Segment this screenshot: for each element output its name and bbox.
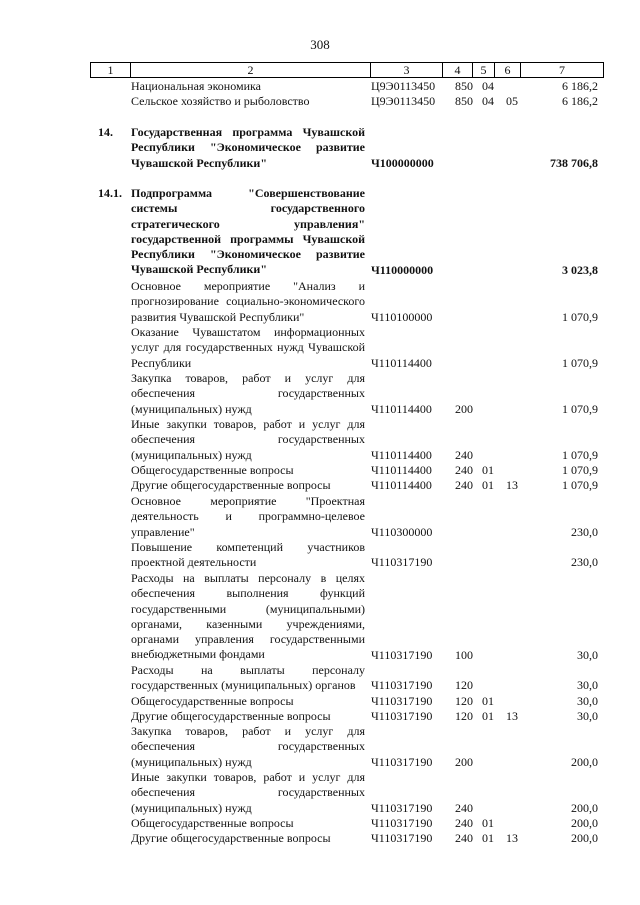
row-code: Ч110317190 [371, 694, 433, 708]
row-name: Закупка товаров, работ и услуг для обеспечения государственных (муниципальных) нужд [131, 371, 365, 416]
row-amount: 30,0 [577, 678, 598, 693]
row-name: Повышение компетенций участников проектной деятельности [131, 540, 365, 570]
row-code: Ч110317190 [371, 800, 433, 815]
row-section: 01 [482, 463, 494, 477]
row-code: Ч110317190 [371, 831, 433, 845]
row-amount: 230,0 [571, 524, 598, 539]
row-code: Ч100000000 [371, 155, 434, 170]
row-name: Общегосударственные вопросы [131, 816, 294, 830]
row-code: Ч110317190 [371, 555, 433, 570]
row-name: Иные закупки товаров, работ и услуг для обеспечения государственных (муниципальных) нужд [131, 417, 365, 462]
header-col-5: 5 [472, 63, 494, 77]
row-expense-type: 850 [455, 79, 473, 93]
row-code: Ч110317190 [371, 709, 433, 723]
header-col-6: 6 [494, 63, 520, 77]
row-code: Ч110114400 [371, 401, 432, 416]
row-expense-type: 850 [455, 94, 473, 108]
header-col-4: 4 [442, 63, 472, 77]
row-code: Ч110000000 [371, 262, 434, 277]
row-amount: 30,0 [577, 647, 598, 662]
row-code: Ц9Э0113450 [371, 94, 436, 108]
row-amount: 230,0 [571, 555, 598, 570]
row-amount: 1 070,9 [562, 447, 598, 462]
row-expense-type: 120 [455, 694, 473, 708]
header-col-3: 3 [370, 63, 442, 77]
row-amount: 200,0 [571, 754, 598, 769]
row-expense-type: 120 [455, 709, 473, 723]
row-name: Подпрограмма "Совершенствование системы государственного стратегического управления" государственной программы Чувашской Республики "Экономическое развитие Чувашской Республики" [131, 186, 365, 277]
row-code: Ч110317190 [371, 647, 433, 662]
row-name: Оказание Чувашстатом информационных услуг для государственных нужд Чувашской Республики [131, 325, 365, 370]
row-expense-type: 200 [455, 754, 473, 769]
row-section: 01 [482, 478, 494, 492]
row-section: 01 [482, 694, 494, 708]
header-col-1: 1 [90, 63, 130, 77]
row-amount: 200,0 [571, 831, 598, 845]
row-name: Государственная программа Чувашской Республики "Экономическое развитие Чувашской Республики" [131, 125, 365, 170]
row-amount: 1 070,9 [562, 478, 598, 492]
row-code: Ч110300000 [371, 524, 433, 539]
page-number: 308 [310, 37, 330, 52]
row-subsection: 13 [506, 709, 518, 723]
row-code: Ц9Э0113450 [371, 79, 436, 93]
row-amount: 6 186,2 [562, 94, 598, 108]
row-expense-type: 200 [455, 401, 473, 416]
row-subsection: 13 [506, 478, 518, 492]
row-number: 14.1. [98, 186, 122, 200]
row-expense-type: 240 [455, 478, 473, 492]
row-code: Ч110100000 [371, 309, 433, 324]
row-amount: 30,0 [577, 709, 598, 723]
row-section: 04 [482, 94, 494, 108]
row-code: Ч110114400 [371, 447, 432, 462]
row-name: Основное мероприятие "Анализ и прогнозирование социально-экономического развития Чувашской Республики" [131, 279, 365, 324]
row-amount: 6 186,2 [562, 79, 598, 93]
header-col-7: 7 [520, 63, 604, 77]
row-code: Ч110114400 [371, 355, 432, 370]
header-col-2: 2 [130, 63, 370, 77]
row-expense-type: 120 [455, 678, 473, 693]
row-code: Ч110114400 [371, 478, 432, 492]
row-subsection: 05 [506, 94, 518, 108]
table-header [90, 62, 604, 78]
row-section: 01 [482, 831, 494, 845]
row-amount: 1 070,9 [562, 355, 598, 370]
row-subsection: 13 [506, 831, 518, 845]
row-name: Другие общегосударственные вопросы [131, 478, 331, 492]
row-name: Общегосударственные вопросы [131, 463, 294, 477]
row-amount: 3 023,8 [562, 262, 598, 277]
row-name: Основное мероприятие "Проектная деятельность и программно-целевое управление" [131, 494, 365, 539]
row-name: Другие общегосударственные вопросы [131, 831, 331, 845]
row-section: 01 [482, 816, 494, 830]
row-code: Ч110317190 [371, 754, 433, 769]
row-expense-type: 240 [455, 447, 473, 462]
row-amount: 200,0 [571, 800, 598, 815]
row-name: Сельское хозяйство и рыболовство [131, 94, 310, 108]
row-code: Ч110114400 [371, 463, 432, 477]
row-expense-type: 240 [455, 816, 473, 830]
row-number: 14. [98, 125, 113, 139]
row-name: Расходы на выплаты персоналу государственных (муниципальных) органов [131, 663, 365, 693]
row-amount: 200,0 [571, 816, 598, 830]
row-amount: 1 070,9 [562, 309, 598, 324]
row-name: Закупка товаров, работ и услуг для обеспечения государственных (муниципальных) нужд [131, 724, 365, 769]
row-amount: 1 070,9 [562, 401, 598, 416]
row-expense-type: 100 [455, 647, 473, 662]
row-name: Расходы на выплаты персоналу в целях обеспечения выполнения функций государственными (муниципальными) органами, казенными учреждениями, органами управления государственными внебюджетными фондами [131, 571, 365, 662]
row-section: 01 [482, 709, 494, 723]
row-name: Общегосударственные вопросы [131, 694, 294, 708]
row-name: Национальная экономика [131, 79, 261, 93]
row-amount: 738 706,8 [550, 155, 598, 170]
row-code: Ч110317190 [371, 816, 433, 830]
row-expense-type: 240 [455, 800, 473, 815]
row-name: Другие общегосударственные вопросы [131, 709, 331, 723]
row-amount: 30,0 [577, 694, 598, 708]
row-amount: 1 070,9 [562, 463, 598, 477]
row-expense-type: 240 [455, 463, 473, 477]
row-name: Иные закупки товаров, работ и услуг для обеспечения государственных (муниципальных) нужд [131, 770, 365, 815]
row-expense-type: 240 [455, 831, 473, 845]
row-section: 04 [482, 79, 494, 93]
row-code: Ч110317190 [371, 678, 433, 693]
